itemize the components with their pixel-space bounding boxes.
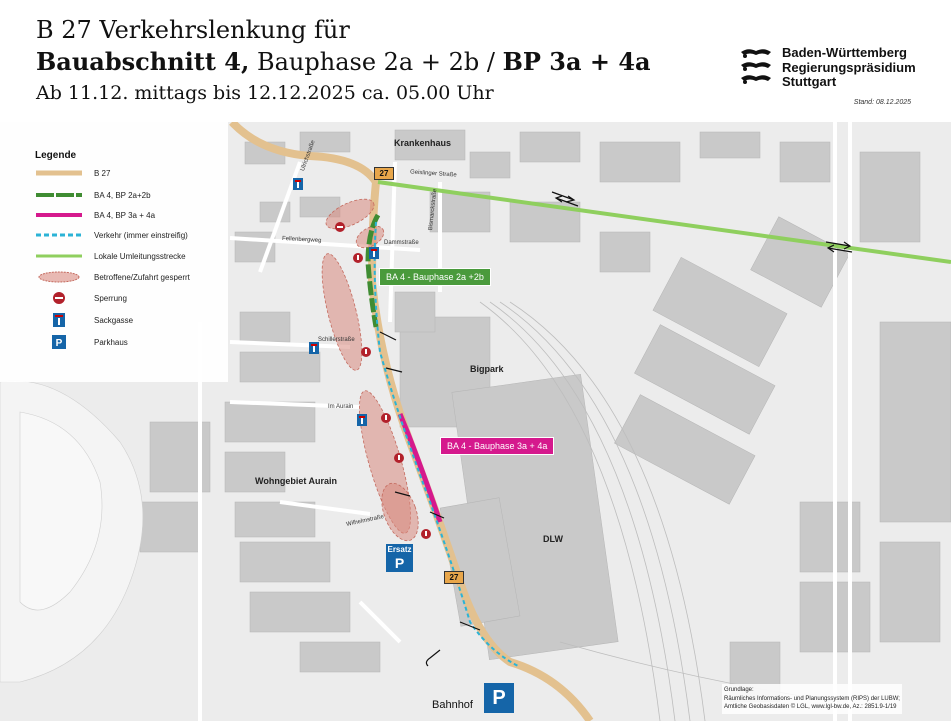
title-line-3: Ab 11.12. mittags bis 12.12.2025 ca. 05.00 Uhr [36, 82, 494, 104]
street-im-aurain: Im Aurain [328, 404, 354, 410]
red-ellipse-icon [36, 270, 82, 284]
svg-text:P: P [55, 338, 63, 349]
title-block [36, 14, 651, 108]
logo-line-1: Baden-Württemberg [782, 45, 907, 60]
legend-item-sperrung: Sperrung [36, 291, 127, 305]
place-wohngebiet: Wohngebiet Aurain [255, 476, 337, 486]
light-green-line-icon [36, 249, 82, 263]
street-geislinger: Geislinger Straße [409, 169, 457, 179]
lions-logo-icon [738, 46, 774, 86]
title-line-2 [36, 46, 651, 78]
street-bismarck: Bismarckstraße [428, 188, 439, 231]
legend-item-parkhaus: P Parkhaus [36, 335, 128, 349]
place-bahnhof: Bahnhof [432, 699, 473, 711]
logo-line-2: Regierungspräsidium [782, 59, 916, 75]
ersatz-parking [386, 544, 413, 572]
title-bold-2: BP 3a + 4a [502, 47, 651, 76]
legend-item-sackgasse: Sackgasse [36, 313, 133, 327]
b27-shield-south: 27 [444, 571, 464, 584]
parking-icon-bahnhof: P [484, 683, 514, 713]
cyan-dashed-line-icon [36, 228, 82, 242]
legend-item-verkehr: Verkehr (immer einstreifig) [36, 228, 188, 242]
buildings [140, 130, 951, 702]
legend-item-bp3: BA 4, BP 3a + 4a [36, 208, 155, 222]
street-dammstrasse: Dammstraße [384, 240, 419, 246]
title-normal: Bauphase 2a + 2b / [249, 48, 503, 76]
logo-text [782, 46, 916, 90]
street-wilhelmstrasse: Wilhelmstraße [345, 514, 385, 528]
street-fellenbergweg: Fellenbergweg [281, 235, 322, 245]
legend-item-bp2: BA 4, BP 2a+2b [36, 188, 151, 202]
logo-line-3: Stuttgart [782, 74, 837, 89]
b27-shield-north: 27 [374, 167, 394, 180]
legend-item-umleitung: Lokale Umleitungsstrecke [36, 249, 186, 263]
green-dashed-line-icon [36, 188, 82, 202]
logo [738, 46, 916, 90]
street-schillerstrasse: Schillerstraße [318, 337, 355, 343]
no-entry-icon [36, 291, 82, 305]
magenta-line-icon [36, 208, 82, 222]
place-bigpark: Bigpark [470, 364, 504, 374]
ersatz-label: Ersatz [387, 545, 412, 554]
stand-date: Stand: 08.12.2025 [853, 99, 911, 106]
phase-2-label: BA 4 - Bauphase 2a +2b [379, 268, 491, 286]
dead-end-icon [36, 313, 82, 327]
legend-item-betroffene: Betroffene/Zufahrt gesperrt [36, 270, 190, 284]
legend-item-b27: B 27 [36, 166, 110, 180]
place-krankenhaus: Krankenhaus [394, 138, 452, 148]
open-areas [0, 381, 143, 682]
ersatz-p: P [394, 555, 405, 571]
b27-line-icon [36, 166, 82, 180]
legend [0, 122, 228, 382]
legend-title: Legende [35, 150, 77, 161]
parking-icon [36, 335, 82, 349]
street-ulrichstrasse: Ulrichstraße [300, 139, 317, 173]
grundlage-note: Grundlage: Räumliches Informations- und Planungssystem (RIPS) der LUBW; Amtliche Geobasisdaten © LGL, www.lgl-bw.de, Az.: 2851.9-1/19 [722, 684, 902, 714]
place-dlw: DLW [543, 534, 563, 544]
phase-3-label: BA 4 - Bauphase 3a + 4a [440, 437, 554, 455]
title-line-1: B 27 Verkehrslenkung für [36, 16, 350, 44]
title-bold-1: Bauabschnitt 4, [36, 47, 250, 76]
